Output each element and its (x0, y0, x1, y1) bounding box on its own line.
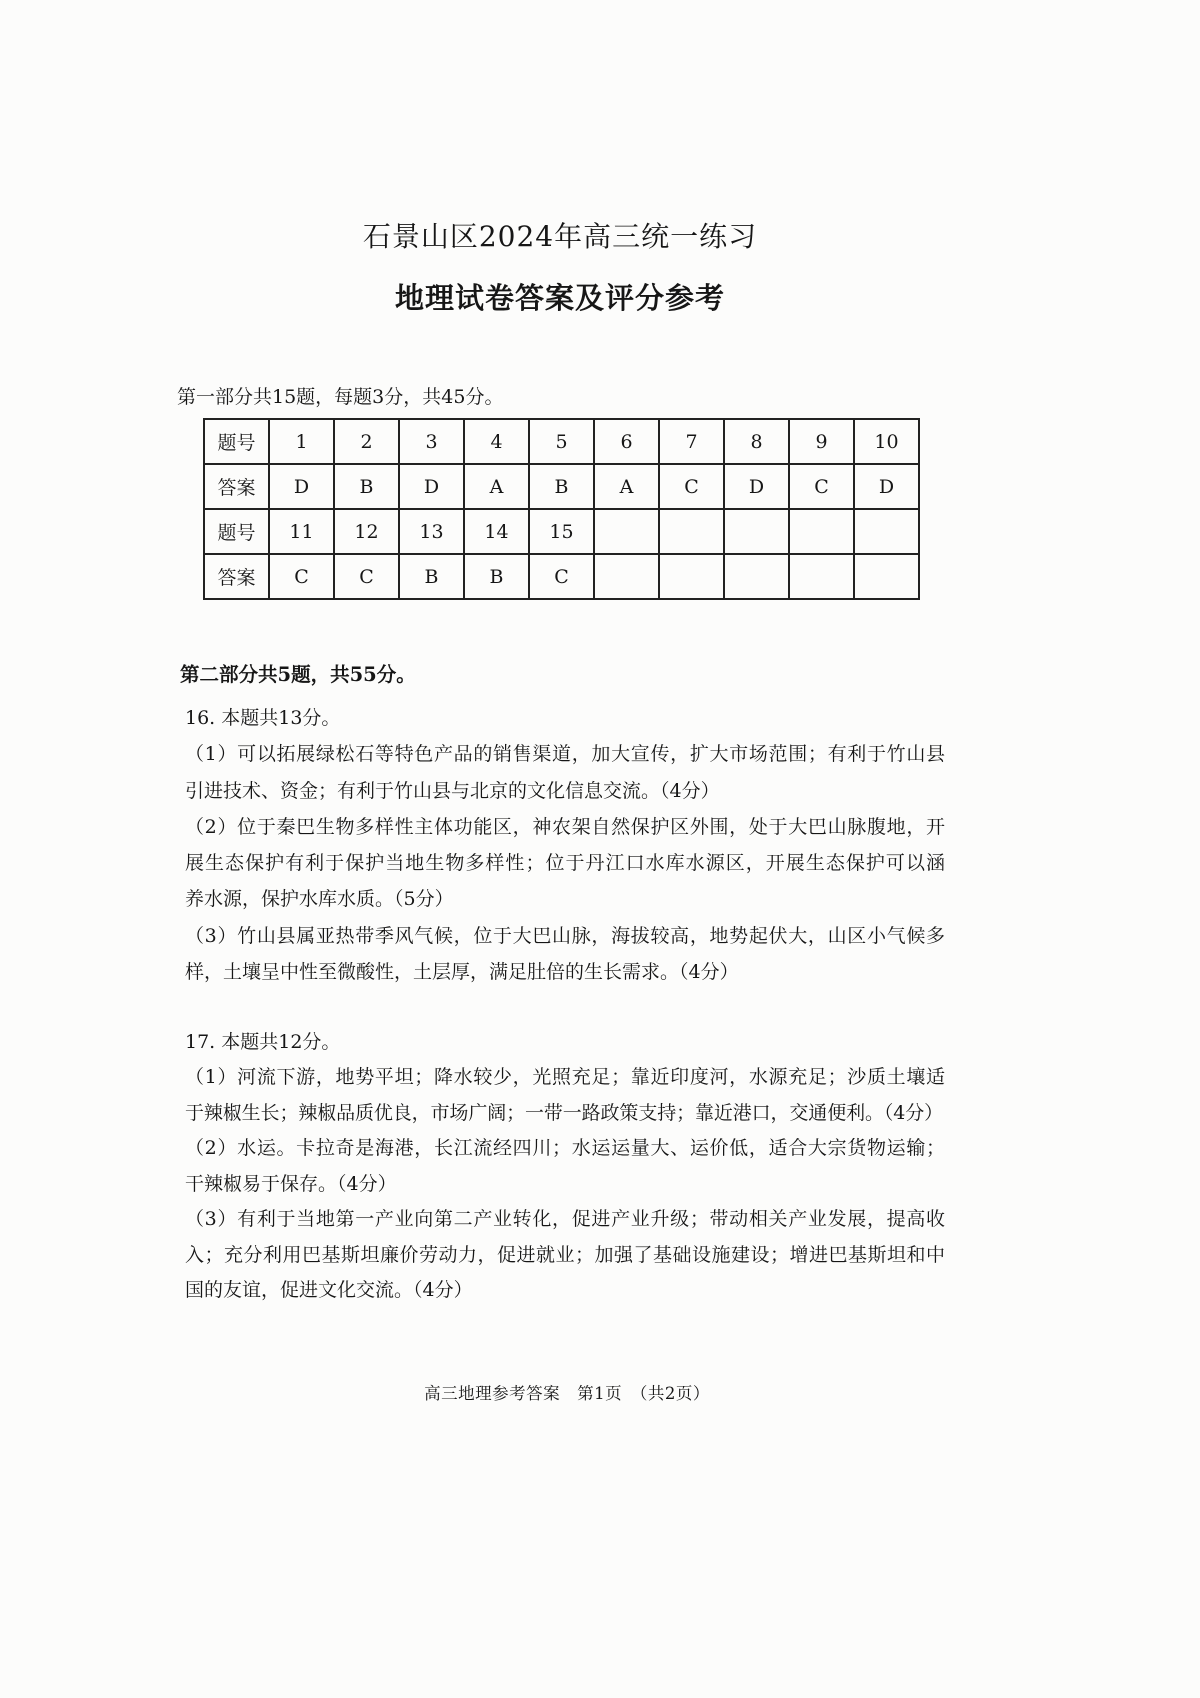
answer-table-cell: C (789, 464, 854, 509)
answer-table-cell: D (399, 464, 464, 509)
question-header: 16. 本题共13分。 (185, 707, 341, 729)
answer-table-cell (854, 509, 919, 554)
answer-table-row (204, 464, 919, 509)
answer-table-body (204, 419, 919, 599)
answer-table-cell: D (269, 464, 334, 509)
answer-table-cell: 14 (464, 509, 529, 554)
answer-table-cell: 4 (464, 419, 529, 464)
question-header: 17. 本题共12分。 (185, 1030, 341, 1053)
sub-answer (185, 736, 945, 809)
part2-questions (185, 700, 945, 1309)
answer-table-cell: 1 (269, 419, 334, 464)
answer-table-cell: 11 (269, 509, 334, 554)
answer-table-cell: 12 (334, 509, 399, 554)
answer-table-cell: 5 (529, 419, 594, 464)
sub-answer (185, 1202, 945, 1309)
answer-table-cell (594, 509, 659, 554)
answer-table-cell: A (594, 464, 659, 509)
answer-table (203, 418, 920, 600)
sub-answer (185, 809, 945, 918)
answer-table-cell: 13 (399, 509, 464, 554)
sub-answer (185, 1060, 945, 1131)
answer-table-cell: C (659, 464, 724, 509)
answer-table-row-label: 题号 (204, 419, 269, 464)
answer-line: 展生态保护有利于保护当地生物多样性；位于丹江口水库水源区，开展生态保护可以涵 (185, 852, 945, 875)
question-section (185, 700, 945, 990)
answer-line: 于辣椒生长；辣椒品质优良，市场广阔；一带一路政策支持；靠近港口，交通便利。（4分） (185, 1101, 943, 1124)
answer-line: （2）位于秦巴生物多样性主体功能区，神农架自然保护区外围，处于大巴山脉腹地，开 (185, 815, 945, 838)
answer-table-cell (659, 554, 724, 599)
answer-table-cell: D (724, 464, 789, 509)
answer-table-cell: 2 (334, 419, 399, 464)
answer-table-row (204, 419, 919, 464)
answer-line: （2）水运。卡拉奇是海港，长江流经四川；水运运量大、运价低，适合大宗货物运输； (185, 1137, 945, 1160)
answer-table-cell: 15 (529, 509, 594, 554)
sub-answer (185, 918, 945, 991)
document-title: 石景山区2024年高三统一练习 (362, 220, 758, 253)
answer-table-cell: 9 (789, 419, 854, 464)
answer-table-cell: C (529, 554, 594, 599)
answer-table-cell: 8 (724, 419, 789, 464)
answer-line: （1）可以拓展绿松石等特色产品的销售渠道，加大宣传，扩大市场范围；有利于竹山县 (185, 743, 945, 766)
answer-table-cell: B (464, 554, 529, 599)
answer-table-cell: A (464, 464, 529, 509)
page-footer: 高三地理参考答案 第1页 （共2页） (424, 1384, 710, 1403)
answer-line: 国的友谊，促进文化交流。（4分） (185, 1279, 473, 1302)
document-subtitle: 地理试卷答案及评分参考 (394, 281, 725, 315)
answer-line: 引进技术、资金；有利于竹山县与北京的文化信息交流。（4分） (185, 779, 720, 802)
answer-table-cell: C (334, 554, 399, 599)
answer-table-row (204, 509, 919, 554)
answer-table-cell: 7 (659, 419, 724, 464)
answer-table-cell (789, 554, 854, 599)
answer-table-row-label: 答案 (204, 464, 269, 509)
answer-line: （3）有利于当地第一产业向第二产业转化，促进产业升级；带动相关产业发展，提高收 (185, 1208, 945, 1231)
sub-answer (185, 1131, 945, 1202)
answer-table-cell: B (334, 464, 399, 509)
answer-table-cell: C (269, 554, 334, 599)
answer-line: （3）竹山县属亚热带季风气候，位于大巴山脉，海拔较高，地势起伏大，山区小气候多 (185, 924, 945, 947)
answer-line: 干辣椒易于保存。（4分） (185, 1172, 397, 1195)
part2-heading: 第二部分共5题，共55分。 (180, 663, 416, 686)
answer-table-cell: 6 (594, 419, 659, 464)
answer-table-cell (724, 509, 789, 554)
answer-line: 入；充分利用巴基斯坦廉价劳动力，促进就业；加强了基础设施建设；增进巴基斯坦和中 (185, 1243, 945, 1266)
answer-table-cell: 3 (399, 419, 464, 464)
answer-table-row (204, 554, 919, 599)
answer-line: （1）河流下游，地势平坦；降水较少，光照充足；靠近印度河，水源充足；沙质土壤适 (185, 1066, 945, 1089)
answer-table-cell: B (399, 554, 464, 599)
answer-table-cell: B (529, 464, 594, 509)
question-section (185, 1025, 945, 1309)
answer-table-cell (594, 554, 659, 599)
answer-table-cell (789, 509, 854, 554)
answer-table-cell (854, 554, 919, 599)
answer-table-cell (724, 554, 789, 599)
answer-table-cell: 10 (854, 419, 919, 464)
answer-table-row-label: 答案 (204, 554, 269, 599)
part1-heading: 第一部分共15题，每题3分，共45分。 (177, 386, 504, 408)
answer-table-cell: D (854, 464, 919, 509)
answer-table-row-label: 题号 (204, 509, 269, 554)
answer-line: 养水源，保护水库水质。（5分） (185, 888, 454, 911)
answer-table-cell (659, 509, 724, 554)
answer-line: 样，土壤呈中性至微酸性，土层厚，满足肚倍的生长需求。（4分） (185, 961, 739, 984)
